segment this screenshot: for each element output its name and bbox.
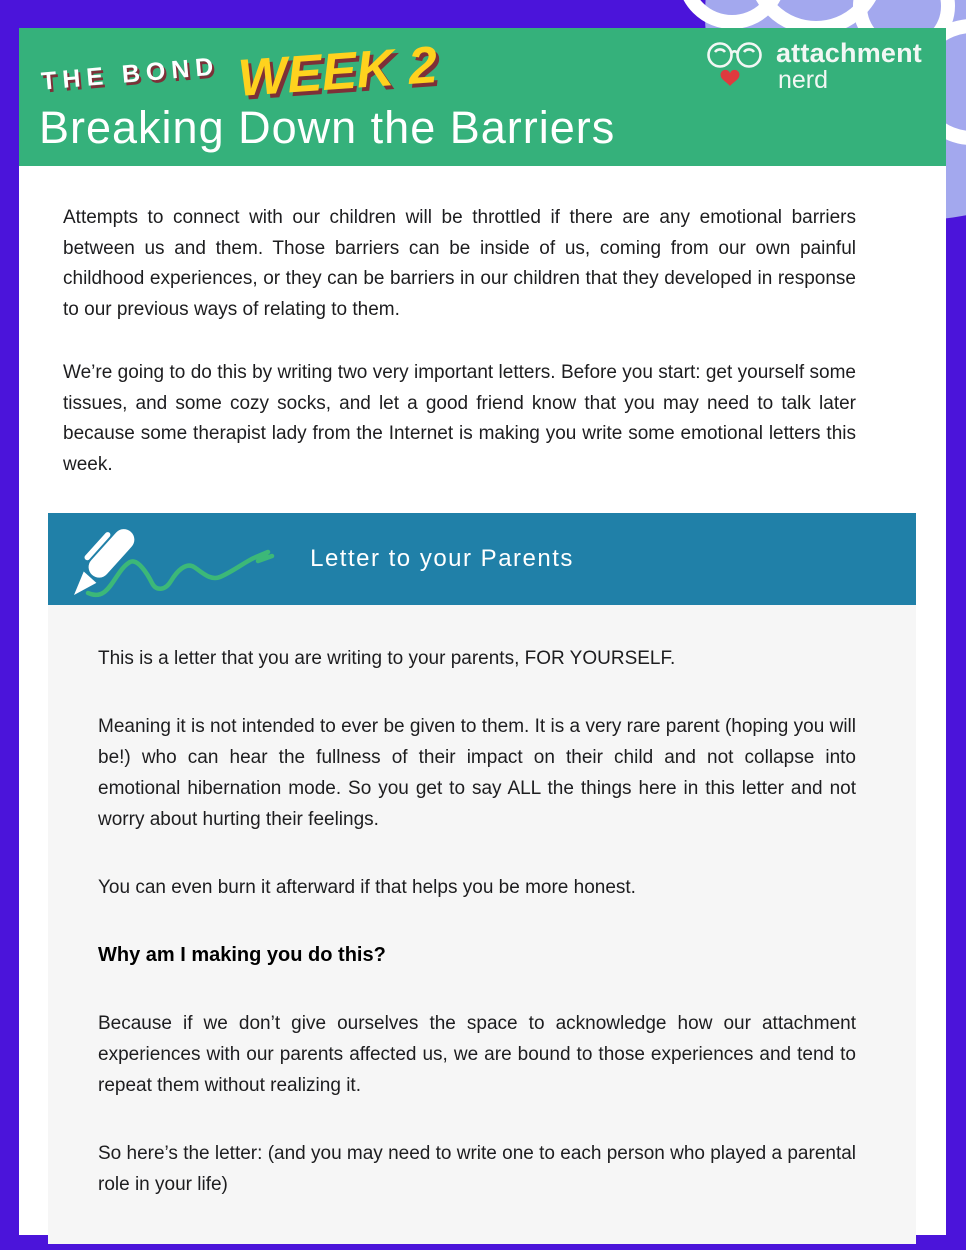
page-title: Breaking Down the Barriers (39, 102, 616, 153)
letter-section (48, 513, 916, 1244)
logo-word-attachment: attachment (775, 38, 922, 68)
letter-paragraph: This is a letter that you are writing to your parents, FOR YOURSELF. (98, 648, 676, 669)
intro-paragraph: Attempts to connect with our children will be throttled if there are any emotional barriers between us and them. Those barriers can be inside of us, coming from our own painful childhood experiences, or they can be barriers in our children that they developed in response to our previous ways of relating to them. (63, 207, 856, 320)
letter-subheading: Why am I making you do this? (98, 944, 386, 966)
letter-paragraph: Because if we don’t give ourselves the space to acknowledge how our attachment experiences with our parents affected us, we are bound to those experiences and tend to repeat them without realizing it. (98, 1013, 856, 1096)
page-header (19, 28, 946, 166)
attachment-nerd-logo (706, 40, 922, 93)
intro-section (63, 203, 856, 480)
letter-paragraph: So here’s the letter: (and you may need to write one to each person who played a parental role in your life) (98, 1143, 857, 1195)
letter-banner-title: Letter to your Parents (310, 545, 574, 572)
intro-paragraph: We’re going to do this by writing two very important letters. Before you start: get yourself some tissues, and some cozy socks, and let a good friend know that you may need to talk later because some therapist lady from the Internet is making you write some emotional letters this week. (63, 362, 856, 475)
brand-row (40, 36, 439, 108)
brand-the-bond: THE BOND (40, 52, 221, 96)
letter-banner (48, 513, 916, 605)
pen-icon (58, 517, 298, 603)
letter-card (48, 605, 916, 1244)
glasses-heart-icon (706, 40, 768, 90)
heart-icon (720, 70, 739, 86)
letter-paragraph: Meaning it is not intended to ever be given to them. It is a very rare parent (hoping you will be!) who can hear the fullness of their impact on their child and not collapse into emotional hibernation mode. So you get to say ALL the things here in this letter and not worry about hurting their feelings. (98, 716, 856, 830)
logo-text (776, 40, 922, 93)
week-label: WEEK 2 (235, 36, 439, 108)
letter-paragraph: You can even burn it afterward if that helps you be more honest. (98, 877, 636, 898)
logo-word-nerd: nerd (777, 65, 829, 94)
page-body (19, 28, 946, 1235)
